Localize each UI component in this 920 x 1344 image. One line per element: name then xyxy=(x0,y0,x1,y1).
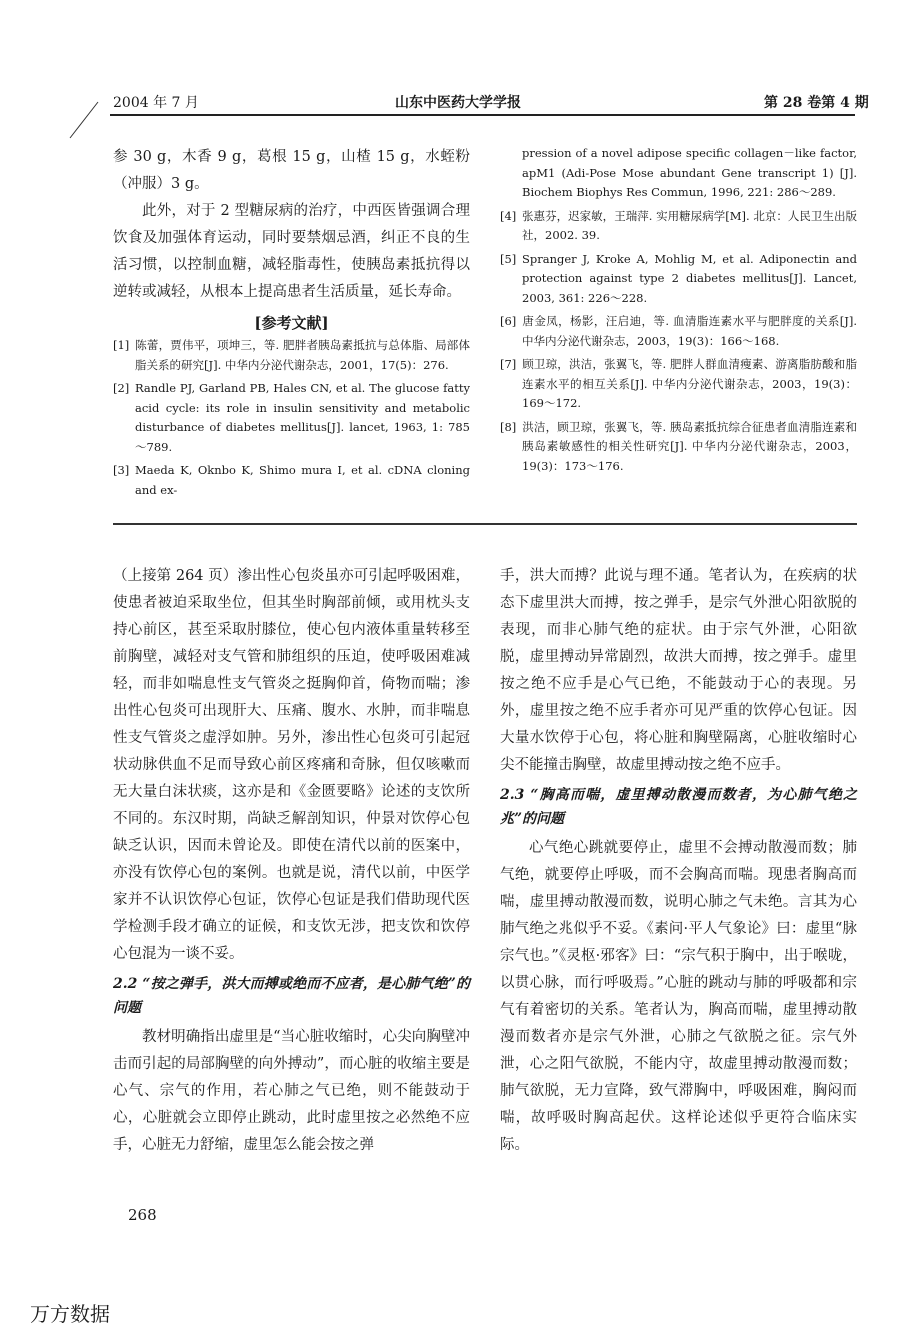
reference-item xyxy=(113,379,470,457)
section-heading-2-2: 2.2 “按之弹手，洪大而搏或绝而不应者，是心肺气绝”的问题 xyxy=(113,976,470,1016)
reference-item xyxy=(500,312,857,351)
header-date: 2004 年 7 月 xyxy=(113,95,199,111)
reference-text: pression of a novel adipose specific collagen－like factor, apM1 (Adi-Pose Mose abundant Gene transcript 1) [J]. Biochem Biophys Res Commun, 1996, 221: 286～289. xyxy=(522,146,857,199)
reference-text: 张惠芬，迟家敏，王瑞萍. 实用糖尿病学[M]. 北京：人民卫生出版社，2002. 39. xyxy=(522,208,857,242)
reference-item xyxy=(500,207,857,246)
paragraph: （上接第 264 页）渗出性心包炎虽亦可引起呼吸困难，使患者被迫采取坐位，但其坐时胸部前倾，或用枕头支持心前区，甚至采取肘膝位，使心包内液体重量转移至前胸壁，减轻对支气管和肺组织的压迫，使呼吸困难减轻，而非如喘息性支气管炎之挺胸仰首，倚物而喘；渗出性心包炎可出现肝大、压痛、腹水、水肿，而非喘息性支气管炎之虚浮如肿。另外，渗出性心包炎可引起冠状动脉供血不足而导致心前区疼痛和奇脉，但仅咳嗽而无大量白沫状痰，这亦是和《金匮要略》论述的支饮所不同的。东汉时期，尚缺乏解剖知识，仲景对饮停心包缺乏认识，因而未曾论及。即使在清代以前的医案中，亦没有饮停心包的案例。也就是说，清代以前，中医学家并不认识饮停心包证，饮停心包证是我们借助现代医学检测手段才确立的证候，和支饮无涉，把支饮和饮停心包混为一谈不妥。 xyxy=(113,568,470,962)
header-journal-title: 山东中医药大学学报 xyxy=(395,95,521,111)
section-heading-2-3: 2.3 “胸高而喘，虚里搏动散漫而数者，为心肺气绝之兆”的问题 xyxy=(500,787,857,827)
paragraph: 此外，对于 2 型糖尿病的治疗，中西医皆强调合理饮食及加强体育运动，同时要禁烟忌酒，纠正不良的生活习惯，以控制血糖，减轻脂毒性，使胰岛素抵抗得以逆转或减轻，从根本上提高患者生活质量，延长寿命。 xyxy=(113,203,470,300)
reference-item xyxy=(113,461,470,500)
reference-text: Randle PJ, Garland PB, Hales CN, et al. The glucose fatty acid cycle: its role in insulin sensitivity and metabolic disturbance of diabetes mellitus[J]. lancet, 1963, 1: 785～789. xyxy=(135,381,470,454)
paragraph: 参 30 g，木香 9 g，葛根 15 g，山楂 15 g，水蛭粉（冲服）3 g。 xyxy=(113,149,470,192)
reference-item xyxy=(500,355,857,414)
reference-text: 顾卫琼，洪洁，张翼飞，等. 肥胖人群血清瘦素、游离脂肪酸和脂连素水平的相互关系[J]. 中华内分泌代谢杂志，2003，19(3)：169～172. xyxy=(522,357,857,410)
section-divider xyxy=(113,523,857,525)
paragraph: 教材明确指出虚里是“当心脏收缩时，心尖向胸壁冲击而引起的局部胸壁的向外搏动”，而心脏的收缩主要是心气、宗气的作用，若心肺之气已绝，则不能鼓动于心，心脏就会立即停止跳动，此时虚里按之必然绝不应手，心脏无力舒缩，虚里怎么能会按之弹 xyxy=(113,1029,470,1153)
reference-number: [3] xyxy=(113,463,130,477)
reference-number: [4] xyxy=(500,208,517,223)
reference-text: 洪洁，顾卫琼，张翼飞，等. 胰岛素抵抗综合征患者血清脂连素和胰岛素敏感性的相关性研究[J]. 中华内分泌代谢杂志，2003，19(3)：173～176. xyxy=(522,419,857,473)
footer-watermark-text: 万方数据 xyxy=(30,1302,110,1326)
corner-slash-mark xyxy=(60,100,100,140)
reference-text: 陈蕾，贾伟平，项坤三，等. 肥胖者胰岛素抵抗与总体脂、局部体脂关系的研究[J]. 中华内分泌代谢杂志，2001，17(5)：276. xyxy=(135,338,470,372)
reference-item xyxy=(500,144,857,203)
bottom-left-column xyxy=(113,563,470,1159)
paragraph: 手，洪大而搏？此说与理不通。笔者认为，在疾病的状态下虚里洪大而搏，按之弹手，是宗气外泄心阳欲脱的表现，而非心肺气绝的症状。由于宗气外泄，心阳欲脱，虚里搏动异常剧烈，故洪大而搏，按之弹手。虚里按之绝不应手是心气已绝，不能鼓动于心的表现。另外，虚里按之绝不应手者亦可见严重的饮停心包证。因大量水饮停于心包，将心脏和胸壁隔离，心脏收缩时心尖不能撞击胸壁，故虚里搏动按之绝不应手。 xyxy=(500,568,857,773)
reference-item xyxy=(113,336,470,375)
reference-number: [8] xyxy=(500,419,517,434)
bottom-right-column xyxy=(500,563,857,1159)
top-left-column xyxy=(113,144,470,504)
reference-list xyxy=(113,336,470,500)
reference-text: Spranger J, Kroke A, Mohlig M, et al. Adiponectin and protection against type 2 diabetes mellitus[J]. Lancet, 2003, 361: 226～228. xyxy=(522,251,857,305)
reference-text: 唐金凤，杨影，汪启迪，等. 血清脂连素水平与肥胖度的关系[J]. 中华内分泌代谢杂志，2003，19(3)：166～168. xyxy=(522,314,857,348)
reference-number: [7] xyxy=(500,357,517,371)
header-rule xyxy=(110,114,855,116)
paragraph: 心气绝心跳就要停止，虚里不会搏动散漫而数；肺气绝，就要停止呼吸，而不会胸高而喘。现患者胸高而喘，虚里搏动散漫而数，说明心肺之气未绝。言其为心肺气绝之兆似乎不妥。《素问·平人气象论》曰：虚里“脉宗气也。”《灵枢·邪客》曰：“宗气积于胸中，出于喉咙，以贯心脉，而行呼吸焉。”心脏的跳动与肺的呼吸都和宗气有着密切的关系。笔者认为，胸高而喘，虚里搏动散漫而数者亦是宗气外泄，心肺之气欲脱之征。宗气外泄，心之阳气欲脱，不能内守，故虚里搏动散漫而数；肺气欲脱，无力宣降，致气滞胸中，呼吸困难，胸闷而喘，故呼吸时胸高起伏。这样论述似乎更符合临床实际。 xyxy=(500,840,857,1153)
reference-number: [5] xyxy=(500,251,517,266)
reference-item xyxy=(500,250,857,309)
page-number: 268 xyxy=(128,1206,157,1224)
header-volume-issue: 第 28 卷第 4 期 xyxy=(764,95,869,111)
reference-item xyxy=(500,418,857,477)
reference-number: [6] xyxy=(500,314,517,328)
references-title: [参考文献] xyxy=(254,314,329,332)
reference-text: Maeda K, Oknbo K, Shimo mura I, et al. cDNA cloning and ex- xyxy=(135,463,470,497)
reference-number: [1] xyxy=(113,338,130,352)
top-right-column xyxy=(500,144,857,480)
reference-number: [2] xyxy=(113,381,130,395)
